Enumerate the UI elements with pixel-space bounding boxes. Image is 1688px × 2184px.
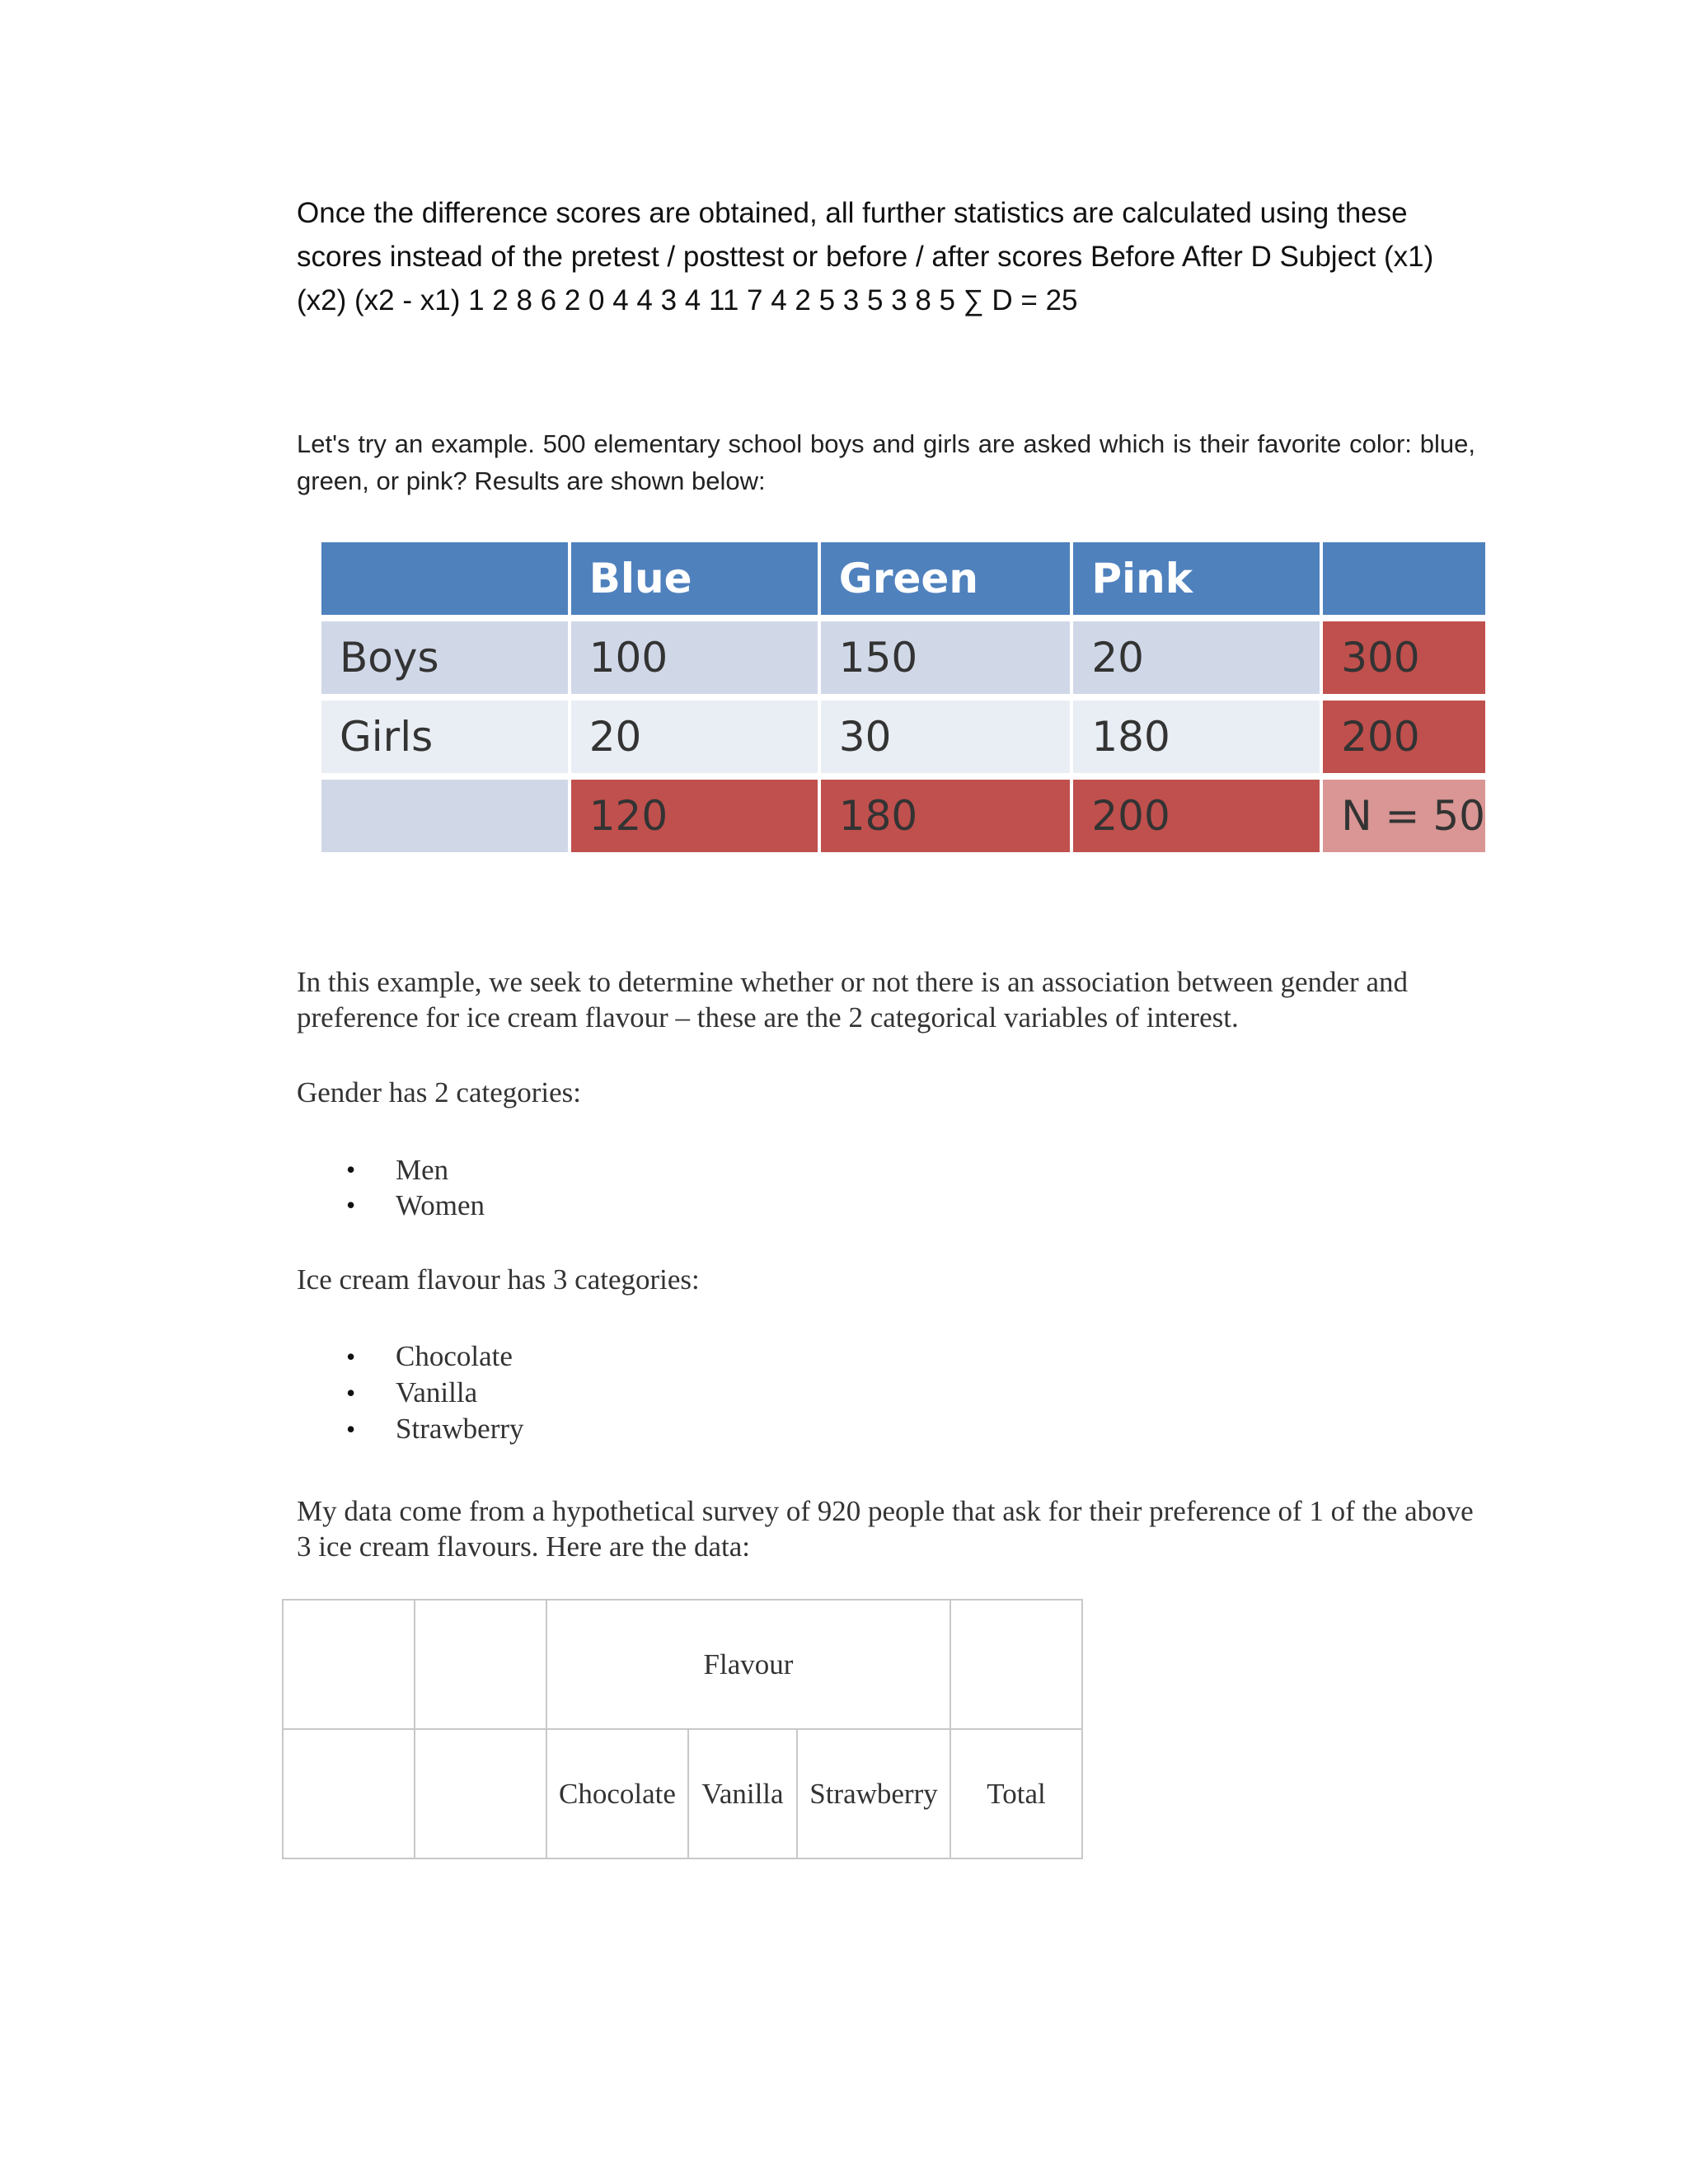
list-item: • Chocolate [346,1338,524,1375]
row-total-cell: 300 [1323,621,1485,694]
flavour-group-header: Flavour [546,1600,950,1729]
column-header-vanilla: Vanilla [688,1729,797,1858]
association-paragraph: In this example, we seek to determine whether or not there is an association between gender and preference for ice cream flavour – these are the 2 categorical variables of interest. [297,966,1408,1033]
table-cell: 20 [1073,621,1320,694]
gender-list [346,1152,485,1223]
column-header-strawberry: Strawberry [797,1729,950,1858]
row-total-cell: 200 [1323,701,1485,773]
table-cell: 100 [571,621,818,694]
list-item: • Vanilla [346,1375,524,1411]
color-preference-table [321,542,1489,852]
flavour-heading: Ice cream flavour has 3 categories: [297,1263,700,1296]
column-total-cell: 180 [821,780,1071,852]
table-cell [950,1600,1082,1729]
column-header-chocolate: Chocolate [546,1729,688,1858]
column-header-total: Total [950,1729,1082,1858]
difference-scores-paragraph: Once the difference scores are obtained, all further statistics are calculated using these scores instead of the pretest / posttest or before / after scores Before After D Subject (x1) (x2) (x2 - x1) 1 2 8 6 2 0 4 4 3 4 11 7 4 2 5 3 5 3 8 5 ∑ D = 25 [297,197,1434,316]
table-row [283,1600,1082,1729]
color-preference-table-image [321,542,1489,857]
grand-total-cell: N = 50 [1323,780,1485,852]
color-example-paragraph: Let's try an example. 500 elementary school boys and girls are asked which is their favorite color: blue, green, or pink? Results are shown below: [297,429,1475,495]
column-total-cell: 200 [1073,780,1320,852]
table-cell: 150 [821,621,1071,694]
flavour-list [346,1338,524,1447]
color-table-header-cell [321,542,568,615]
color-table-header-cell: Blue [571,542,818,615]
table-row [283,1729,1082,1858]
table-cell [283,1729,415,1858]
table-row [321,701,1485,773]
table-cell [415,1600,546,1729]
list-item: • Strawberry [346,1411,524,1447]
color-table-header-cell: Green [821,542,1071,615]
table-row [321,780,1485,852]
list-item: • Women [346,1188,485,1223]
color-table-header-cell: Pink [1073,542,1320,615]
table-row [321,621,1485,694]
table-cell: 20 [571,701,818,773]
row-label: Boys [321,621,568,694]
table-cell: 180 [1073,701,1320,773]
row-label: Girls [321,701,568,773]
survey-paragraph: My data come from a hypothetical survey of 920 people that ask for their preference of 1 of the above 3 ice cream flavours. Here are the data: [297,1495,1474,1563]
list-item: • Men [346,1152,485,1188]
table-cell [415,1729,546,1858]
column-total-cell: 120 [571,780,818,852]
table-cell: 30 [821,701,1071,773]
table-cell [283,1600,415,1729]
color-table-header-row [321,542,1485,615]
flavour-table [282,1599,1083,1859]
row-label [321,780,568,852]
color-table-header-cell [1323,542,1485,615]
gender-heading: Gender has 2 categories: [297,1076,581,1108]
